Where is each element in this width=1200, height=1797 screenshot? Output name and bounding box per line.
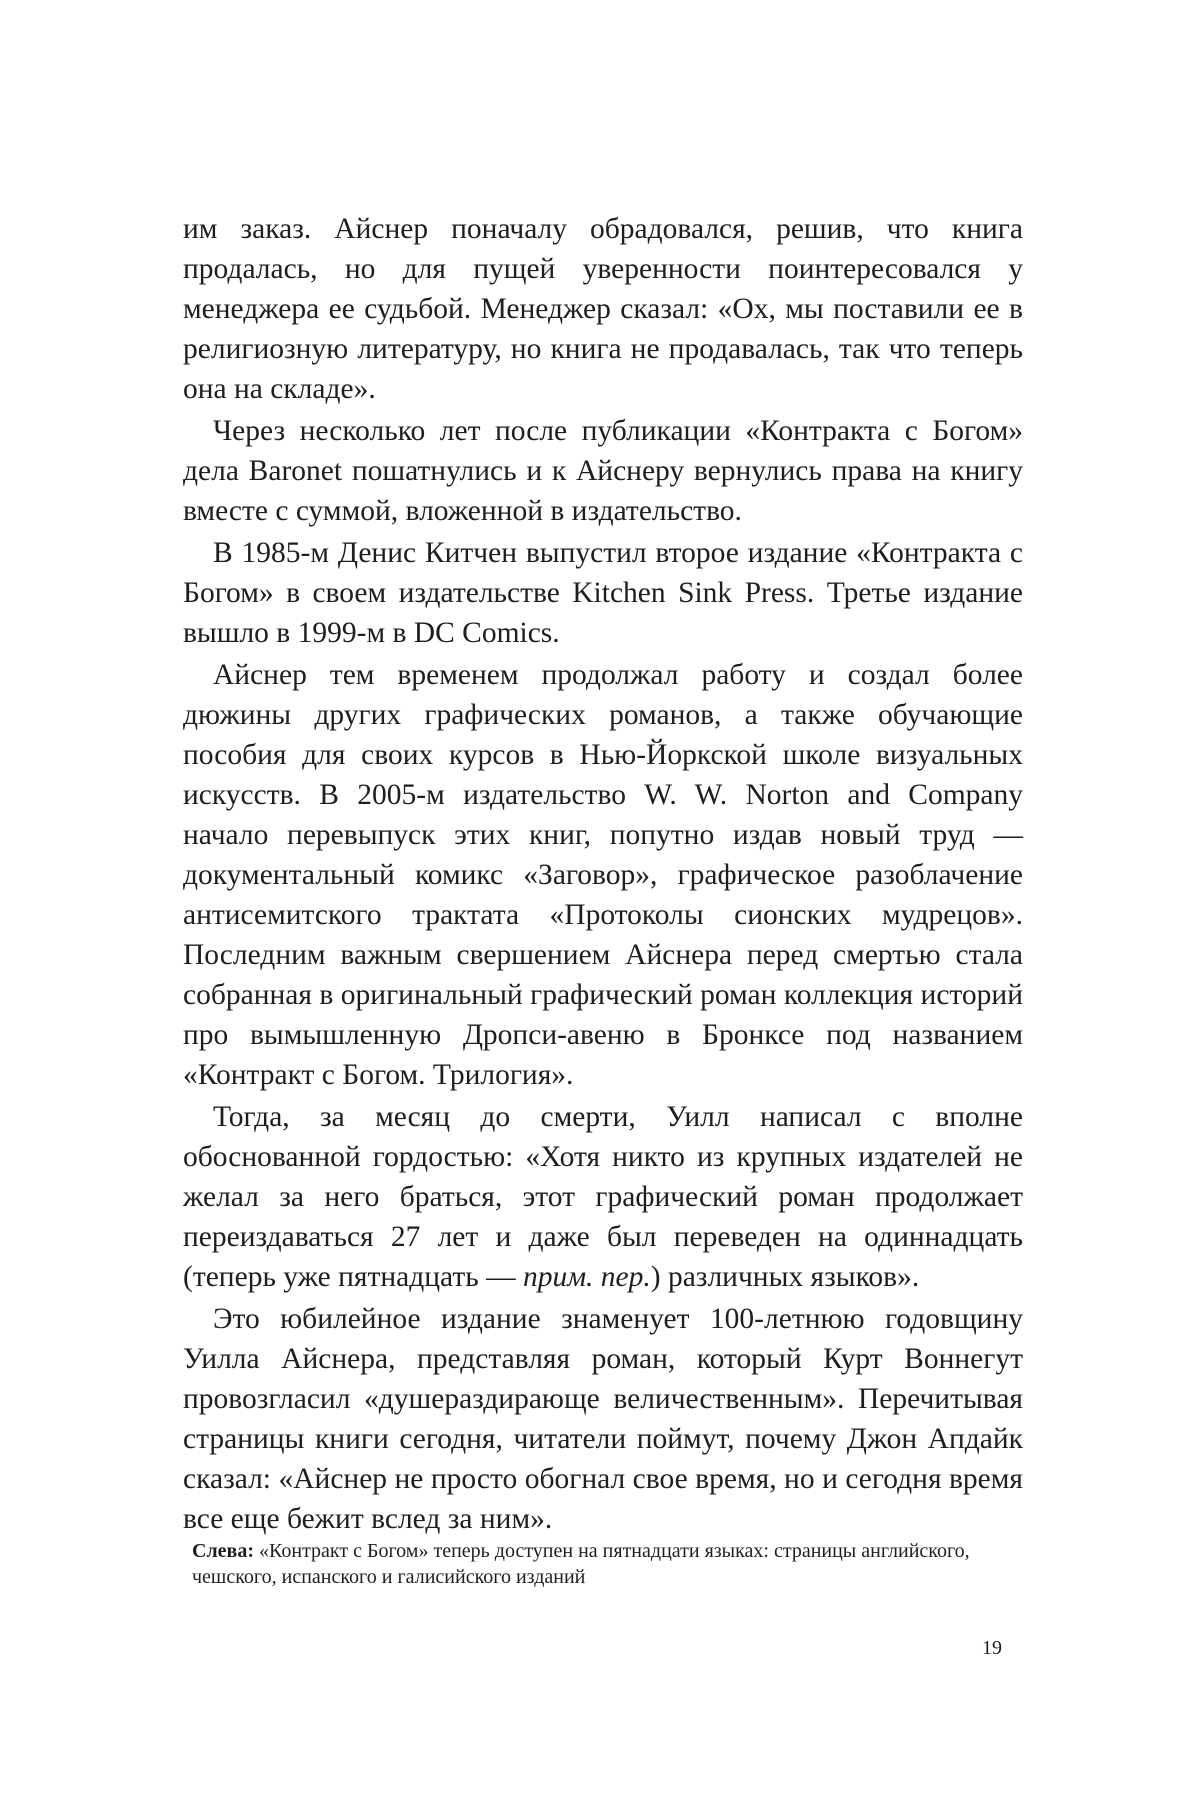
paragraph-5-after: ) различных языков». bbox=[650, 1261, 920, 1293]
translator-note: прим. пер. bbox=[522, 1261, 651, 1293]
page-number: 19 bbox=[982, 1637, 1002, 1659]
main-text bbox=[183, 209, 1023, 1541]
paragraph-3: В 1985-м Денис Китчен выпустил второе издание «Контракта с Богом» в своем издательстве Kitchen Sink Press. Третье издание вышло в 1999-м в DC Comics. bbox=[183, 537, 1023, 649]
paragraph-5-before: Тогда, за месяц до смерти, Уилл написал с вполне обоснованной гордостью: «Хотя никто из крупных издателей не желал за него браться, этот графический роман продолжает переиздаваться 27 лет и даже был переведен на одиннадцать (теперь уже пятнадцать — bbox=[183, 1101, 1023, 1293]
paragraph-6: Это юбилейное издание знаменует 100-летнюю годовщину Уилла Айснера, представляя роман, который Курт Воннегут провозгласил «душераздирающе величественным». Перечитывая страницы книги сегодня, читатели поймут, почему Джон Апдайк сказал: «Айснер не просто обогнал свое время, но и сегодня время все еще бежит вслед за ним». bbox=[183, 1303, 1023, 1535]
paragraph-1: им заказ. Айснер поначалу обрадовался, решив, что книга продалась, но для пущей уверенности поинтересовался у менеджера ее судьбой. Менеджер сказал: «Ох, мы поставили ее в религиозную литературу, но книга не продавалась, так что теперь она на складе». bbox=[183, 213, 1023, 405]
paragraph-2: Через несколько лет после публикации «Контракта с Богом» дела Baronet пошатнулись и к Айснеру вернулись права на книгу вместе с суммой, вложенной в издательство. bbox=[183, 415, 1023, 527]
image-caption bbox=[192, 1538, 972, 1590]
paragraph-5 bbox=[183, 1097, 1023, 1297]
caption-text: «Контракт с Богом» теперь доступен на пятнадцати языках: страницы английского, чешского, испанского и галисийского изданий bbox=[192, 1540, 970, 1588]
caption-label: Слева: bbox=[192, 1540, 255, 1562]
paragraph-4: Айснер тем временем продолжал работу и создал более дюжины других графических романов, а также обучающие пособия для своих курсов в Нью-Йоркской школе визуальных искусств. В 2005-м издательство W. W. Norton and Company начало перевыпуск этих книг, попутно издав новый труд — документальный комикс «Заговор», графическое разоблачение антисемитского трактата «Протоколы сионских мудрецов». Последним важным свершением Айснера перед смертью стала собранная в оригинальный графический роман коллекция историй про вымышленную Дропси-авеню в Бронксе под названием «Контракт с Богом. Трилогия». bbox=[183, 659, 1023, 1091]
